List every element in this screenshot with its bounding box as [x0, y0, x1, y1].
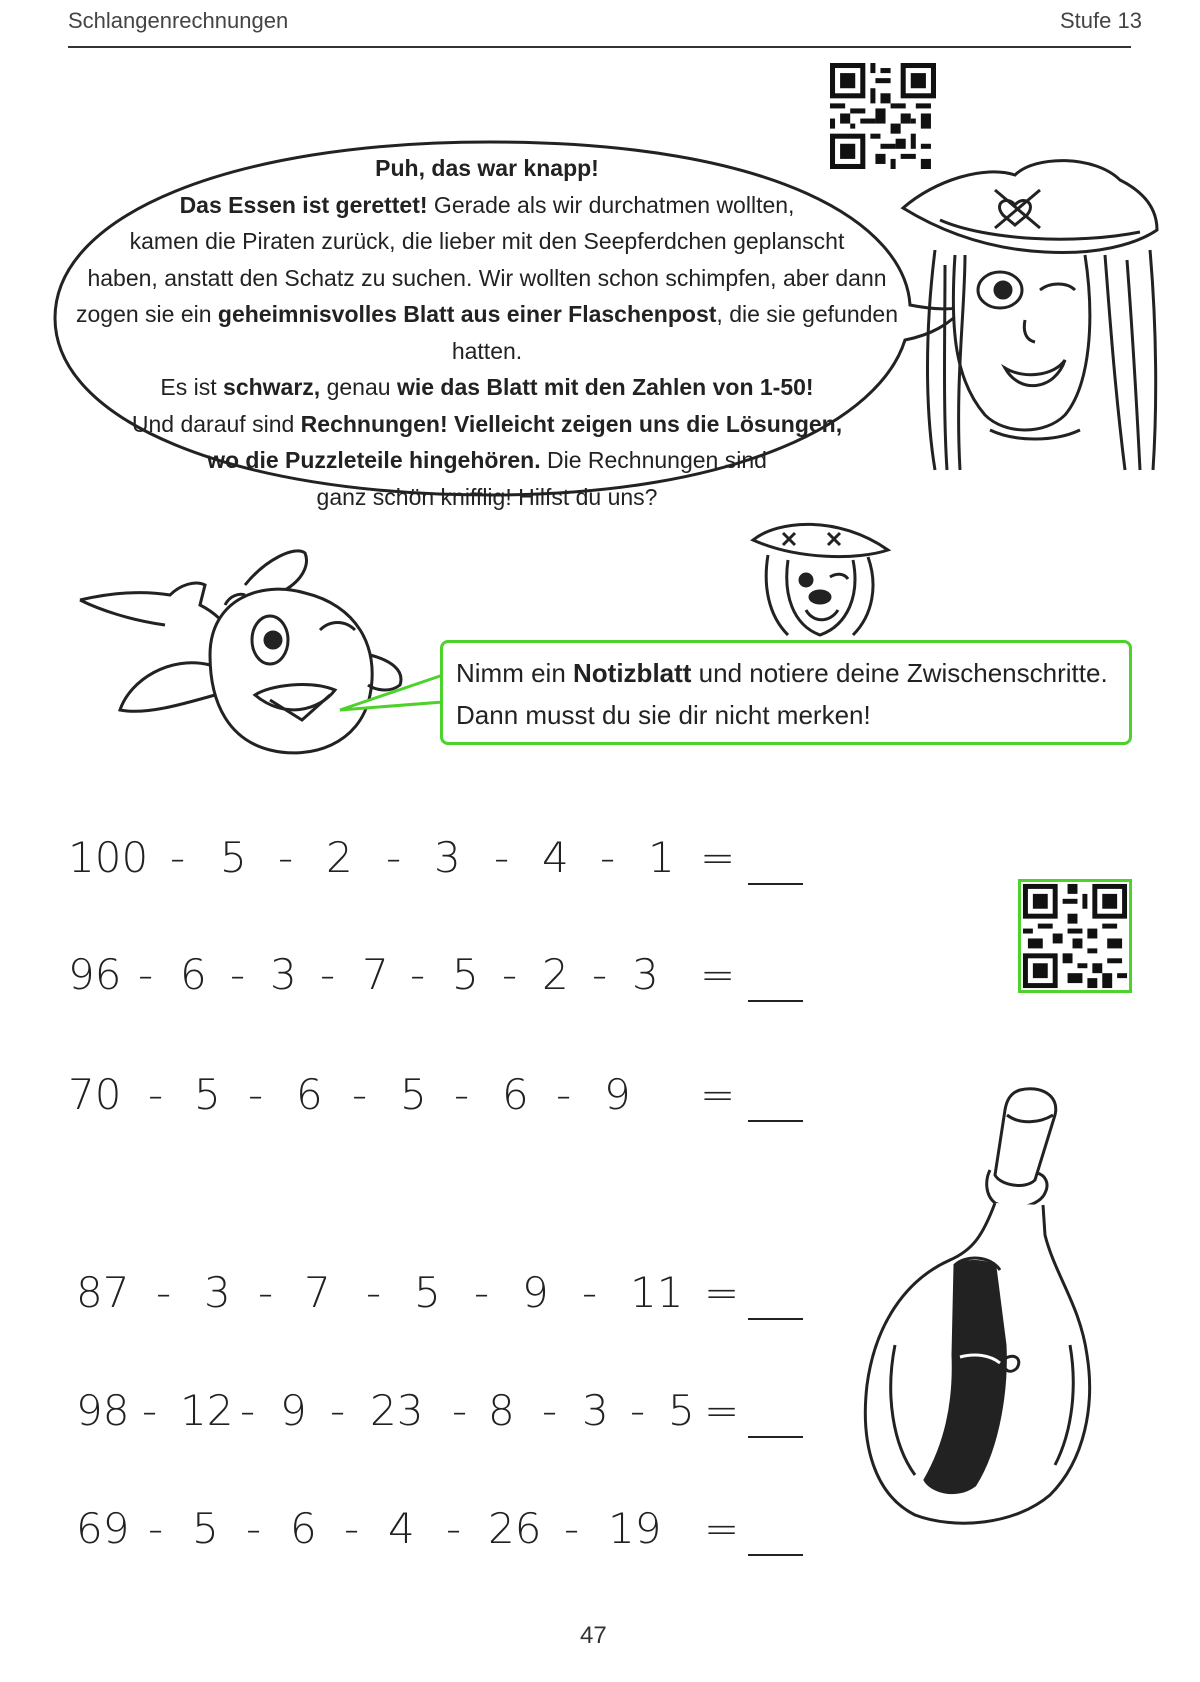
pirate-dog-illustration [748, 515, 898, 645]
equation-row-5: 98 - 12 - 9 - 23 - 8 - 3 - 5 = [68, 1386, 818, 1446]
header-divider [68, 46, 1131, 48]
worksheet-title: Schlangenrechnungen [68, 8, 289, 33]
answer-blank[interactable] [748, 1000, 803, 1002]
fish-illustration [70, 545, 410, 760]
equation-row-2: 96 - 6 - 3 - 7 - 5 - 2 - 3 = [68, 950, 818, 1010]
equation-row-6: 69 - 5 - 6 - 4 - 26 - 19 = [68, 1504, 818, 1564]
answer-blank[interactable] [748, 1436, 803, 1438]
equation-row-4: 87 - 3 - 7 - 5 - 9 - 11 = [68, 1268, 818, 1328]
tip-bubble-tail [335, 660, 445, 720]
qr-code-icon[interactable] [1018, 878, 1132, 994]
speech-bubble-text: Puh, das war knapp! Das Essen ist gerettet! Gerade als wir durchatmen wollten, kamen die Piraten zurück, die lieber mit den Seepferdchen geplanscht haben, anstatt den Schatz zu suchen. Wir wollten schon schimpfen, aber dann zogen sie ein geheimnisvolles Blatt aus einer Flaschenpost, die sie gefunden hatten. Es ist schwarz, genau wie das Blatt mit den Zahlen von 1-50! Und darauf sind Rechnungen! Vielleicht zeigen uns die Lösungen, wo die Puzzleteile hingehören. Die Rechnungen sind ganz schön knifflig! Hilfst du uns? [75, 155, 899, 510]
message-bottle-illustration [855, 1085, 1105, 1535]
tip-text: Nimm ein Notizblatt und notiere deine Zwischenschritte. Dann musst du sie dir nicht merken! [456, 658, 1108, 730]
answer-blank[interactable] [748, 1120, 803, 1122]
equation-row-3: 70 - 5 - 6 - 5 - 6 - 9 = [68, 1070, 818, 1130]
answer-blank[interactable] [748, 883, 803, 885]
page-number: 47 [580, 1622, 607, 1649]
answer-blank[interactable] [748, 1318, 803, 1320]
level-label: Stufe 13 [1060, 8, 1142, 33]
answer-blank[interactable] [748, 1554, 803, 1556]
pirate-girl-illustration [895, 150, 1165, 475]
equation-row-1: 100 - 5 - 2 - 3 - 4 - 1 = [68, 833, 818, 893]
